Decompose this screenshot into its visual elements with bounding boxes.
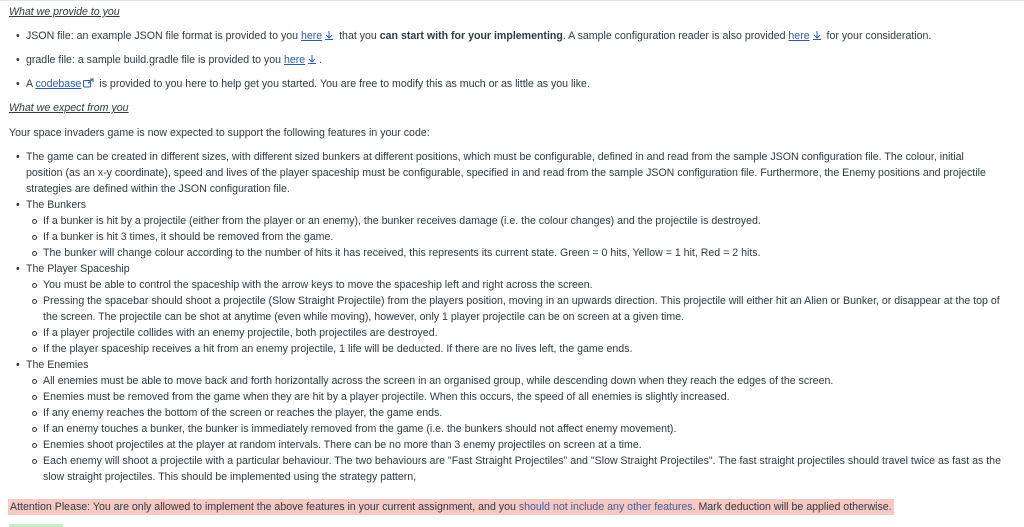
json-download-link[interactable]: here — [300, 30, 323, 42]
attention-highlight: should not include any other features — [518, 501, 693, 513]
list-item: Enemies must be removed from the game when they are hit by a player projectile. When this occurs, the speed of all enemies is slightly increased. — [26, 389, 1017, 405]
list-item: The bunker will change colour according to the number of hits it has received, this represents its current state. Green = 0 hits, Yellow = 1 hit, Red = 2 hits. — [26, 245, 1017, 261]
list-item: All enemies must be able to move back and forth horizontally across the screen in an organised group, while descending down when they reach the edges of the screen. — [26, 373, 1017, 389]
list-item: You must be able to control the spaceship with the arrow keys to move the spaceship left and right across the screen. — [26, 277, 1017, 293]
list-item: If a player projectile collides with an enemy projectile, both projectiles are destroyed. — [26, 325, 1017, 341]
download-icon[interactable] — [307, 54, 317, 64]
enemies-title: The Enemies — [26, 359, 89, 371]
list-item: Each enemy will shoot a projectile with a particular behaviour. The two behaviours are "Fast Straight Projectiles" and "Slow Straight Projectiles". The fast straight projectiles should travel twice as fast as the slow straight projectiles. This should be implemented using the strategy pattern, — [26, 453, 1017, 485]
bunkers-item: • The Bunkers — [9, 197, 1017, 213]
external-link-icon[interactable] — [83, 78, 94, 88]
download-icon[interactable] — [812, 30, 822, 40]
bunkers-title: The Bunkers — [26, 199, 87, 211]
list-item: If any enemy reaches the bottom of the screen or reaches the player, the game ends. — [26, 405, 1017, 421]
player-title: The Player Spaceship — [26, 263, 130, 275]
player-sublist — [26, 277, 1017, 357]
list-item: If a bunker is hit 3 times, it should be removed from the game. — [26, 229, 1017, 245]
player-item: • The Player Spaceship — [9, 261, 1017, 277]
attention-notice: Attention Please: You are only allowed to implement the above features in your current assignment, and you should not include any other features. Mark deduction will be applied otherwise. — [10, 501, 892, 513]
gradle-download-link[interactable]: here — [283, 54, 306, 66]
bunkers-sublist — [26, 213, 1017, 261]
assignment-content — [9, 4, 1017, 485]
list-item: If an enemy touches a bunker, the bunker is immediately removed from the game (i.e. the bunkers should not affect enemy movement). — [26, 421, 1017, 437]
top-divider — [0, 0, 1024, 1]
expect-intro: Your space invaders game is now expected to support the following features in your code: — [9, 127, 430, 139]
json-file-item: • JSON file: an example JSON file format is provided to you here that you can start with for your implementing. A sample configuration reader is also provided here for your consideration. — [16, 30, 932, 42]
list-item: If the player spaceship receives a hit from an enemy projectile, 1 life will be deducted. If there are no lives left, the game ends. — [26, 341, 1017, 357]
download-icon[interactable] — [324, 30, 334, 40]
provide-list — [9, 28, 1017, 92]
list-item: Pressing the spacebar should shoot a projectile (Slow Straight Projectile) from the players position, moving in an upwards direction. This projectile will either hit an Alien or Bunker, or disappear at the top of the screen. The projectile can be shot at anytime (even while moving), however, only 1 player projectile can be on screen at a given time. — [26, 293, 1017, 325]
config-reader-download-link[interactable]: here — [788, 30, 810, 42]
codebase-link[interactable]: codebase — [35, 78, 82, 90]
gradle-file-item: • gradle file: a sample build.gradle file is provided to you here . — [16, 54, 323, 66]
list-item: If a bunker is hit by a projectile (either from the player or an enemy), the bunker receives damage (i.e. the colour changes) and the projectile is destroyed. — [26, 213, 1017, 229]
general-config-item: • The game can be created in different sizes, with different sized bunkers at different positions, which must be configurable, defined in and read from the sample JSON configuration file. The colour, initial position (as an x-y coordinate), speed and lives of the player spaceship must be configurable, specified in and read from the sample JSON configuration file. Furthermore, the Enemy positions and projectile strategies are defined within the JSON configuration file. — [16, 151, 986, 195]
codebase-item: • A codebase is provided to you here to help get you started. You are free to modify this as much or as little as you like. — [16, 78, 590, 90]
provide-heading: What we provide to you — [9, 6, 120, 18]
list-item: Enemies shoot projectiles at the player at random intervals. There can be no more than 3 enemy projectiles on screen at a time. — [26, 437, 1017, 453]
enemies-sublist — [26, 373, 1017, 485]
enemies-item: • The Enemies — [9, 357, 1017, 373]
expect-list — [9, 149, 1017, 485]
expect-heading: What we expect from you — [9, 102, 129, 114]
